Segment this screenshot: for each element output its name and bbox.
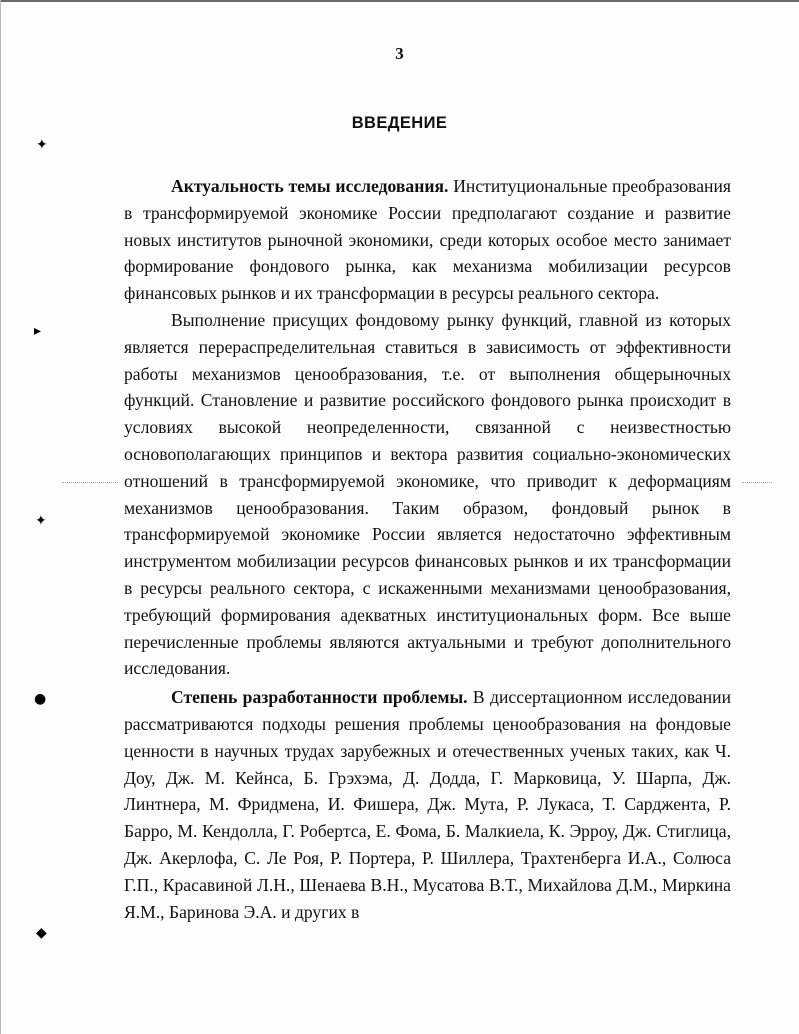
binding-hole-mark: ◆: [36, 925, 47, 941]
scan-top-edge: [0, 0, 799, 2]
body-text: [124, 173, 731, 925]
page-number: 3: [395, 44, 404, 63]
section-title: ВВЕДЕНИЕ: [351, 114, 448, 132]
paragraph-text: Институциональные преобразования в трансформируемой экономике России предполагают создание и развитие новых институтов рыночной экономики, среди которых особое место занимает формирование фондового рынка, как механизма мобилизации ресурсов финансовых рынков и их трансформации в ресурсы реального сектора.: [124, 176, 731, 304]
scan-left-edge: [0, 0, 1, 1034]
paragraph-lead: Актуальность темы исследования.: [171, 176, 449, 196]
binding-hole-mark: ●: [34, 691, 47, 707]
binding-hole-mark: ✦: [35, 513, 47, 529]
binding-hole-mark: ▸: [34, 323, 42, 339]
scan-artifact-dots: [62, 482, 118, 484]
paragraph-text: В диссертационном исследовании рассматриваются подходы решения проблемы ценообразования на фондовые ценности в научных трудах зарубежных и отечественных ученых таких, как Ч. Доу, Дж. М. Кейнса, Б. Грэхэма, Д. Додда, Г. Марковица, У. Шарпа, Дж. Линтнера, М. Фридмена, И. Фишера, Дж. Мута, Р. Лукаса, Т. Сарджента, Р. Барро, М. Кендолла, Г. Робертса, Е. Фома, Б. Малкиела, К. Эрроу, Дж. Стиглица, Дж. Акерлофа, С. Ле Роя, Р. Портера, Р. Шиллера, Трахтенберга И.А., Солюса Г.П., Красавиной Л.Н., Шенаева В.Н., Мусатова В.Т., Михайлова Д.М., Миркина Я.М., Баринова Э.А. и других в: [124, 687, 731, 922]
paragraph-lead: Степень разработанности проблемы.: [171, 687, 468, 708]
scan-artifact-dots: [742, 482, 772, 484]
paragraph-text: Выполнение присущих фондовому рынку функций, главной из которых является перераспределительная ставиться в зависимость от эффективности работы механизмов ценообразования, т.е. от выполнения общерыночных функций. Становление и развитие российского фондового рынка происходит в условиях высокой неопределенности, связанной с неизвестностью основополагающих принципов и вектора развития социально-экономических отношений в трансформируемой экономике, что приводит к деформациям механизмов ценообразования. Таким образом, фондовый рынок в трансформируемой экономике России является недостаточно эффективным инструментом мобилизации ресурсов финансовых рынков и их трансформации в ресурсы реального сектора, с искаженными механизмами ценообразования, требующий формирования адекватных институциональных форм. Все выше перечисленные проблемы являются актуальными и требуют дополнительного исследования.: [124, 309, 731, 679]
paragraph: [124, 307, 731, 682]
paragraph: [124, 173, 731, 307]
paragraph: [124, 684, 731, 925]
binding-hole-mark: ✦: [36, 137, 48, 153]
